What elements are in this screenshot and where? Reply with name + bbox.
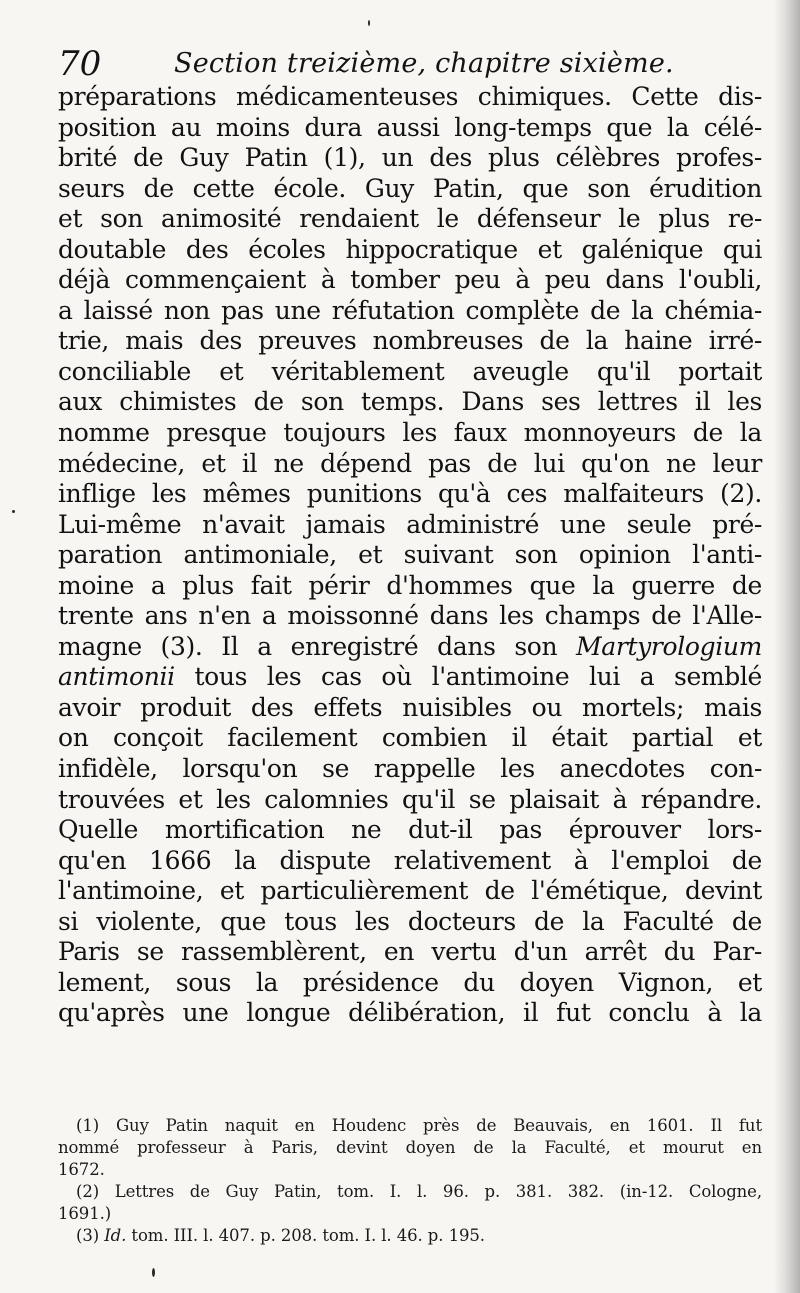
body-line-with-italic — [58, 632, 762, 663]
body-line: aux chimistes de son temps. Dans ses lettres il les — [58, 387, 762, 417]
footnote-3-ibid: Id. — [104, 1226, 127, 1245]
body-line: position au moins dura aussi long-temps que la célé- — [58, 112, 762, 142]
body-line: préparations médicamenteuses chimiques. Cette dis- — [58, 82, 762, 111]
paper-speck — [152, 1268, 155, 1277]
body-line: avoir produit des effets nuisibles ou mortels; mais — [58, 692, 762, 722]
body-line-with-italic — [58, 662, 762, 693]
body-line: qu'après une longue délibération, il fut conclu à la — [58, 998, 762, 1028]
body-line: déjà commençaient à tomber peu à peu dans l'oubli, — [58, 265, 762, 295]
body-line: Paris se rassemblèrent, en vertu d'un arrêt du Par- — [58, 937, 762, 967]
footnote-3 — [58, 1225, 762, 1247]
footnote-3-text: tom. III. l. 407. p. 208. tom. I. l. 46. p. 195. — [131, 1226, 485, 1245]
page-header — [58, 42, 758, 86]
body-line: trie, mais des preuves nombreuses de la haine irré- — [58, 326, 762, 356]
body-line: l'antimoine, et particulièrement de l'émétique, devint — [58, 876, 762, 906]
body-line: et son animosité rendaient le défenseur le plus re- — [58, 204, 762, 234]
footnote-1-continued: nommé professeur à Paris, devint doyen de la Faculté, et mourut en — [58, 1138, 762, 1157]
italic-title-antimonii: antimonii — [58, 662, 175, 692]
italic-title-martyrologium: Martyrologium — [576, 631, 762, 661]
body-text — [58, 82, 762, 1029]
body-line: on conçoit facilement combien il était partial et — [58, 723, 762, 753]
body-line-segment: magne (3). Il a enregistré dans son — [58, 631, 558, 661]
body-line: Quelle mortification ne dut-il pas éprouver lors- — [58, 815, 762, 845]
body-line: inflige les mêmes punitions qu'à ces malfaiteurs (2). — [58, 479, 762, 509]
body-line: moine a plus fait périr d'hommes que la guerre de — [58, 570, 762, 600]
paper-speck — [368, 20, 370, 26]
body-line: conciliable et véritablement aveugle qu'il portait — [58, 356, 762, 386]
body-line: trente ans n'en a moissonné dans les champs de l'Alle- — [58, 601, 762, 631]
paper-speck — [12, 510, 15, 513]
body-line: doutable des écoles hippocratique et galénique qui — [58, 234, 762, 264]
body-line: Lui-même n'avait jamais administré une seule pré- — [58, 509, 762, 539]
body-line: nomme presque toujours les faux monnoyeurs de la — [58, 418, 762, 448]
body-line: trouvées et les calomnies qu'il se plaisait à répandre. — [58, 784, 762, 814]
body-line-segment: tous les cas où l'antimoine lui a semblé — [194, 662, 762, 692]
body-line: lement, sous la présidence du doyen Vignon, et — [58, 967, 762, 997]
footnote-2: (2) Lettres de Guy Patin, tom. I. l. 96. p. 381. 382. (in-12. Cologne, — [76, 1182, 762, 1201]
body-line: médecine, et il ne dépend pas de lui qu'on ne leur — [58, 448, 762, 478]
body-line: paration antimoniale, et suivant son opinion l'anti- — [58, 540, 762, 570]
page-gutter-shadow — [774, 0, 800, 1293]
footnote-2-continued: 1691.) — [58, 1204, 112, 1223]
body-line: a laissé non pas une réfutation complète de la chémia- — [58, 295, 762, 325]
footnotes — [58, 1115, 762, 1247]
footnote-1-continued: 1672. — [58, 1160, 105, 1179]
body-line: seurs de cette école. Guy Patin, que son érudition — [58, 173, 762, 203]
page-number: 70 — [58, 44, 102, 84]
body-line: qu'en 1666 la dispute relativement à l'emploi de — [58, 845, 762, 875]
footnote-3-marker: (3) — [76, 1226, 100, 1245]
body-line: brité de Guy Patin (1), un des plus célèbres profes- — [58, 143, 762, 173]
running-title: Section treizième, chapitre sixième. — [174, 48, 674, 79]
body-line: infidèle, lorsqu'on se rappelle les anecdotes con- — [58, 754, 762, 784]
footnote-1: (1) Guy Patin naquit en Houdenc près de Beauvais, en 1601. Il fut — [76, 1116, 762, 1135]
body-line: si violente, que tous les docteurs de la Faculté de — [58, 906, 762, 936]
